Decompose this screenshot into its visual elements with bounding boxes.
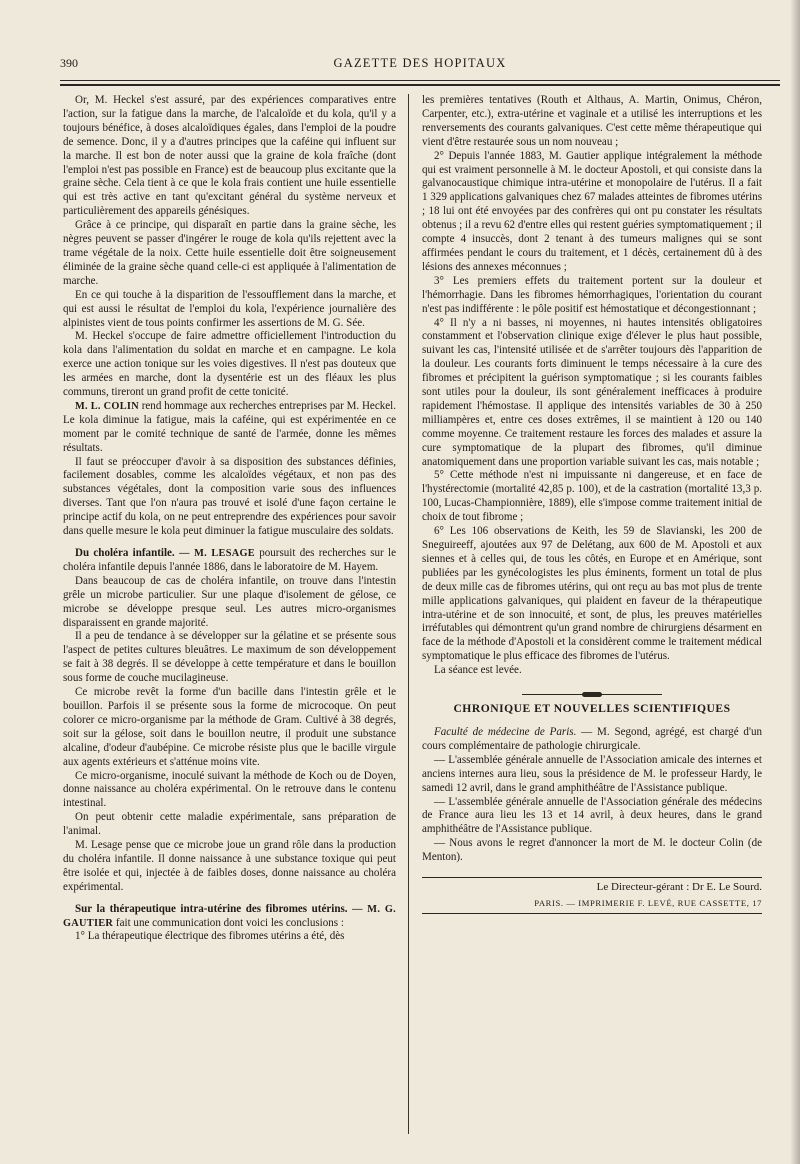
page-header bbox=[60, 56, 780, 76]
article-heading bbox=[63, 547, 396, 575]
paragraph-text: fait une communication dont voici les conclusions : bbox=[113, 916, 344, 929]
speaker-name: — M. G. GAUTIER bbox=[63, 903, 396, 929]
paragraph: M. Heckel s'occupe de faire admettre officiellement l'introduction du kola dans l'alimentation du soldat en marche et en campagne. Le kola exerce une action tonique sur les voies digestives. Il n'est pas douteux que les armées en marche, dont la dysentérie est un des fléaux les plus communs, tireront un grand profit de cette tonicité. bbox=[63, 330, 396, 399]
news-item: — L'assemblée générale annuelle de l'Association amicale des internes et anciens internes aura lieu, sous la présidence de M. le professeur Hardy, le samedi 12 avril, dans le grand amphithéâtre de l'Assistance publique. bbox=[422, 753, 762, 794]
news-item bbox=[422, 726, 762, 754]
paragraph: Grâce à ce principe, qui disparaît en partie dans la graine sèche, les nègres peuvent se passer d'ingérer le rouge de kola qu'ils rejettent avec la trame végétale de la noix. Cette huile essentielle doit être soigneusement éliminée de la graine sèche quand celle-ci est appliquée à l'alimentation de marche. bbox=[63, 219, 396, 287]
page-edge-shadow bbox=[790, 0, 800, 1164]
paragraph: On peut obtenir cette maladie expérimentale, sans préparation de l'animal. bbox=[63, 811, 396, 838]
page-number: 390 bbox=[60, 56, 78, 70]
paragraph: M. Lesage pense que ce microbe joue un grand rôle dans la production du choléra infantile. Il donne naissance à une substance toxique qui peut être isolée et qui, injectée à de faibles doses, donne naissance au choléra expérimental. bbox=[63, 839, 396, 893]
paragraph: 3° Les premiers effets du traitement portent sur la douleur et l'hémorrhagie. Dans les fibromes hémorrhagiques, l'orientation du courant n'est pas indifférente : le pôle positif est hémostatique et décongestionnant ; bbox=[422, 274, 762, 315]
paragraph: La séance est levée. bbox=[434, 664, 522, 677]
right-column bbox=[422, 94, 762, 1144]
news-lead: Faculté de médecine de Paris. bbox=[434, 725, 577, 738]
speaker-name: — M. LESAGE bbox=[174, 548, 255, 559]
paragraph: 5° Cette méthode n'est ni impuissante ni dangereuse, et en face de l'hystérectomie (mortalité 42,85 p. 100), et de la castration (mortalité 13,3 p. 100, Lucas-Championnière, 1889), elle s'impose comme traitement initial de choix de tout fibrome ; bbox=[422, 469, 762, 524]
paragraph: Or, M. Heckel s'est assuré, par des expériences comparatives entre l'action, sur la fatigue dans la marche, de l'alcaloïde et du kola, qu'il y a toujours bénéfice, à doses alcaloïdiques égales, dans l'emploi de la poudre de semence. Donc, il y a d'autres principes que la caféine qui influent sur la marche. Il est bon de noter aussi que la graine de kola fraîche (dont l'emploi n'est pas possible en France) est de beaucoup plus excitante que la graine sèche. Cela tient à ce que le kola frais contient une huile essentielle qui est très active en tant qu'excitant général du système nerveux et particulièrement des appareils génésiques. bbox=[63, 94, 396, 218]
paragraph: 6° Les 106 observations de Keith, les 59 de Slavianski, les 200 de Sneguireeff, ajoutées aux 97 de Delétang, aux 600 de M. Apostoli et aux siennes et à celles qui, de tous les côtés, en Europe et en Amérique, sont publiées par les gynécologistes les plus éminents, forment un total de plus de deux mille cas de fibromes utérins, qui ont reçu au bas mot plus de trente mille applications galvaniques, qui plaident en faveur de la thérapeutique intra-utérine et de son innocuité, et sont, de plus, les preuves matérielles irréfutables qui démontrent qu'un grand nombre de chirurgiens désarment en face de la méthode d'Apostoli et la considèrent comme le traitement médical symptomatique le plus efficace des fibromes de l'utérus. bbox=[422, 525, 762, 663]
section-title: CHRONIQUE ET NOUVELLES SCIENTIFIQUES bbox=[453, 702, 731, 716]
news-item: — L'assemblée générale annuelle de l'Association générale des médecins de France aura lieu les 13 et 14 avril, à deux heures, dans le grand amphithéâtre de l'Assistance publique. bbox=[422, 795, 762, 836]
paragraph: 2° Depuis l'année 1883, M. Gautier applique intégralement la méthode qui est vraiment personnelle à M. le docteur Apostoli, et qui consiste dans la galvanocaustique chimique intra-utérine et monopolaire de l'utérus. Il a fait 1 329 applications galvaniques chez 67 malades atteintes de fibromes utérins ; 18 lui ont été envoyées par des confrères qui ont pu constater les résultats obtenus ; il a revu 62 d'entre elles qui restent guéries symptomatiquement ; il compte 4 insuccès, dont 2 tenant à des tumeurs malignes qui se sont affirmées pendant le cours du traitement, et 1 décès, certainement dû à des lésions des annexes méconnues ; bbox=[422, 149, 762, 273]
header-rule-thick bbox=[60, 84, 780, 86]
paragraph: les premières tentatives (Routh et Althaus, A. Martin, Onimus, Chéron, Carpenter, etc.), extra-utérine et vaginale et a utilisé les interruptions et les renversements des courants galvaniques. C'est cette même thérapeutique qui vient d'être restaurée sous un nom nouveau ; bbox=[422, 94, 762, 148]
article-title: Sur la thérapeutique intra-utérine des fibromes utérins. bbox=[75, 902, 348, 915]
paragraph: Dans beaucoup de cas de choléra infantile, on trouve dans l'intestin grêle un microbe particulier. Sur une plaque d'isolement de gélose, ce microbe se développe presque seul. Les autres micro-organismes disparaissent en grande majorité. bbox=[63, 574, 396, 629]
news-item: — Nous avons le regret d'annoncer la mort de M. le docteur Colin (de Menton). bbox=[422, 837, 762, 864]
article-title: Du choléra infantile. bbox=[75, 547, 175, 559]
speaker-name: M. L. COLIN bbox=[75, 400, 139, 412]
paragraph: 1° La thérapeutique électrique des fibromes utérins a été, dès bbox=[75, 930, 345, 943]
header-rule bbox=[60, 80, 780, 81]
journal-title: GAZETTE DES HOPITAUX bbox=[333, 56, 507, 70]
paragraph: Il faut se préoccuper d'avoir à sa disposition des substances définies, facilement dosables, comme les alcaloïdes végétaux, et non pas des substances végétales, dont la composition varie sous des influences diverses. Tant que l'on n'aura pas trouvé et isolé d'une façon certaine le principe actif du kola, on ne peut entreprendre des expériences pour savoir dans quelle mesure le kola peut diminuer la fatigue musculaire des soldats. bbox=[63, 455, 396, 538]
paragraph-text: rend hommage aux recherches entreprises par M. Heckel. Le kola diminue la fatigue, mais la caféine, qui est expérimentée en ce moment par le comité technique de santé de l'armée, donne les mêmes résultats. bbox=[63, 399, 396, 454]
paragraph: En ce qui touche à la disparition de l'essoufflement dans la marche, et qui est aussi le résultat de l'emploi du kola, l'expérience journalière des alpinistes vient de tous points confirmer les assertions de M. G. Sée. bbox=[63, 288, 396, 329]
paragraph-text: poursuit des recherches sur le choléra infantile depuis l'année 1886, dans le laboratoire de M. Hayem. bbox=[63, 547, 396, 573]
director-signature: Le Directeur-gérant : Dr E. Le Sourd. bbox=[422, 877, 762, 895]
section-ornament bbox=[422, 688, 762, 696]
paragraph: Il a peu de tendance à se développer sur la gélatine et se présente sous l'aspect de petites cultures bleuâtres. Le maximum de son développement se fait à 38 degrés. Il se développe à cette température et dans le bouillon sous forme de couche mucilagineuse. bbox=[63, 630, 396, 685]
paragraph: Ce microbe revêt la forme d'un bacille dans l'intestin grêle et le bouillon. Parfois il se présente sous la forme de microcoque. On peut colorer ce micro-organisme par la méthode de Gram. Cultivé à 38 degrés, soit sur la gélose, soit dans le bouillon neutre, il produit une substance alcaline, d'odeur d'aubépine. Ce microbe résiste plus que le bacille virgule aux agents extérieurs et s'atténue moins vite. bbox=[63, 686, 396, 768]
column-divider bbox=[408, 94, 409, 1134]
printer-line: PARIS. — IMPRIMERIE F. LEVÉ, RUE CASSETTE, 17 bbox=[422, 897, 762, 914]
paragraph bbox=[63, 400, 396, 456]
article-heading bbox=[63, 903, 396, 931]
paragraph: Ce micro-organisme, inoculé suivant la méthode de Koch ou de Doyen, donne naissance au choléra expérimental. On le retrouve dans le contenu intestinal. bbox=[63, 769, 396, 810]
news-text: — M. Segond, agrégé, est chargé d'un cours complémentaire de pathologie chirurgicale. bbox=[422, 725, 762, 752]
paragraph: 4° Il n'y a ni basses, ni moyennes, ni hautes intensités obligatoires constamment et l'observation clinique exige d'élever le plus haut possible, suivant les cas, l'intensité utilisée et de s'arrêter toujours dès l'apparition de la douleur. Les courants forts diminuent le temps nécessaire à la cure des fibromes et précipitent la guérison symptomatique ; si les courants faibles sont utiles pour la douleur, ils sont généralement inefficaces à produire rapidement l'hémostase. Il applique des intensités variables de 30 à 250 milliampères et, entre ces doses extrêmes, il se maintient à 120 ou 140 comme moyenne. Ce traitement restaure les forces des malades et assure la cure symptomatique de la plupart des fibromes, qu'il diminue anatomiquement dans une proportion variable suivant les cas, mais notable ; bbox=[422, 316, 762, 468]
left-column bbox=[63, 94, 396, 1144]
